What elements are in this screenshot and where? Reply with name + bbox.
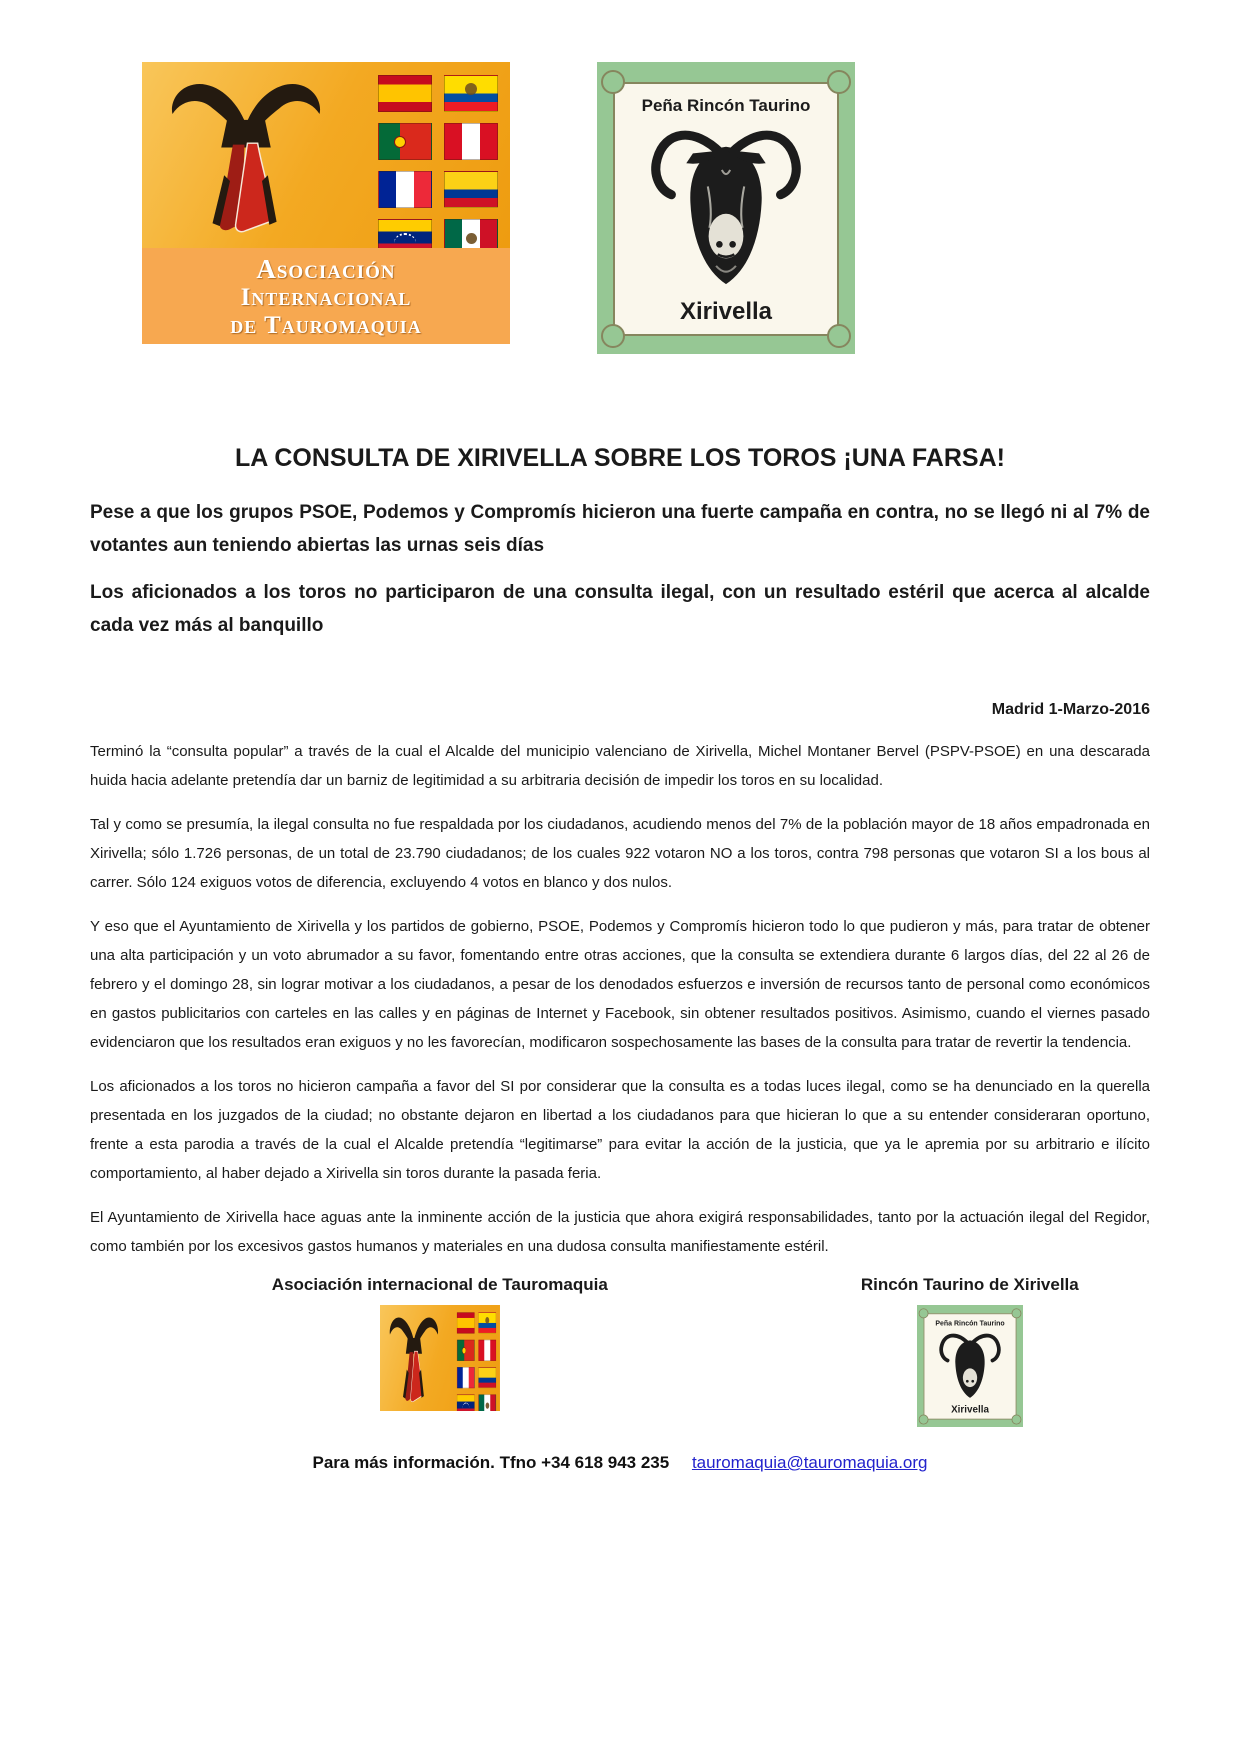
flag-mexico-icon <box>478 1394 496 1411</box>
body-paragraph-2: Tal y como se presumía, la ilegal consulta no fue respaldada por los ciudadanos, acudiendo menos del 7% de la población mayor de 18 años empadronada en Xirivella; sólo 1.726 personas, de un total de 23.790 ciudadanos; de los cuales 922 votaron NO a los toros, contra 798 personas que votaron SI a los bous al carrer. Sólo 124 exiguos votos de diferencia, excluyendo 4 votos en blanco y dos nulos. <box>90 816 1150 891</box>
flag-mexico-icon <box>444 219 498 248</box>
ait-band-line1: Asociación <box>256 254 396 284</box>
header <box>0 0 1240 362</box>
prt-logo-panel <box>613 82 839 336</box>
prt-logo-city: Xirivella <box>679 298 773 325</box>
lede-paragraph-1: Pese a que los grupos PSOE, Podemos y Compromís hicieron una fuerte campaña en contra, no se llegó ni al 7% de votantes aun teniendo abiertas las urnas seis días <box>90 502 1150 556</box>
signatures-row <box>90 1275 1150 1295</box>
ait-logo-small <box>380 1305 500 1411</box>
ait-band-line2: Internacional <box>240 284 412 311</box>
flag-colombia-icon <box>478 1367 496 1388</box>
flag-spain-icon <box>378 75 432 112</box>
footer-logos-row <box>90 1305 1150 1427</box>
flag-spain-icon <box>457 1312 475 1333</box>
footer-info-text: Para más información. Tfno +34 618 943 235 <box>312 1453 670 1472</box>
flag-portugal-icon <box>457 1340 475 1361</box>
ait-band-line3: de Tauromaquia <box>230 312 422 339</box>
footer-contact <box>90 1453 1150 1473</box>
ait-logo <box>142 62 510 344</box>
flag-france-icon <box>378 171 432 208</box>
bull-cape-icon <box>380 1305 448 1411</box>
flag-peru-icon <box>444 123 498 160</box>
ait-logo-band <box>142 248 510 344</box>
body-paragraph-5: El Ayuntamiento de Xirivella hace aguas ante la inminente acción de la justicia que ahora exigirá responsabilidades, tanto por la actuación ilegal del Regidor, como también por los excesivos gastos humanos y materiales en una dudosa consulta manifiestamente estéril. <box>90 1209 1150 1255</box>
bull-head-icon <box>615 112 837 294</box>
flag-ecuador-icon <box>444 75 498 112</box>
bull-head-icon <box>924 1326 1015 1402</box>
ait-logo-artwork <box>142 62 510 248</box>
signature-left: Asociación internacional de Tauromaquia <box>271 1275 608 1294</box>
flag-peru-icon <box>478 1340 496 1361</box>
headline: LA CONSULTA DE XIRIVELLA SOBRE LOS TOROS ¡UNA FARSA! <box>235 444 1005 472</box>
prt-logo-small: Peña Rincón Taurino Xirivella <box>917 1305 1023 1427</box>
bull-cape-icon <box>142 62 350 248</box>
flag-ecuador-icon <box>478 1312 496 1333</box>
prt-logo <box>597 62 855 354</box>
flag-venezuela-icon <box>378 219 432 248</box>
lede-paragraph-2: Los aficionados a los toros no participaron de una consulta ilegal, con un resultado estéril que acerca al alcalde cada vez más al banquillo <box>90 582 1150 636</box>
body-paragraph-4: Los aficionados a los toros no hicieron campaña a favor del SI por considerar que la consulta es a todas luces ilegal, como se ha denunciado en la querella presentada en los juzgados de la ciudad; no obstante dejaron en libertad a los ciudadanos para que hicieran lo que a su entender consideraran oportuno, frente a esta parodia a través de la cual el Alcalde pretendía “legitimarse” para evitar la acción de la justicia, que ya le apremia por su arbitrario e ilícito comportamiento, al haber dejado a Xirivella sin toros durante la pasada feria. <box>90 1078 1150 1182</box>
dateline: Madrid 1-Marzo-2016 <box>991 701 1150 718</box>
signature-right: Rincón Taurino de Xirivella <box>860 1275 1079 1294</box>
flag-portugal-icon <box>378 123 432 160</box>
body-paragraph-1: Terminó la “consulta popular” a través de la cual el Alcalde del municipio valenciano de Xirivella, Michel Montaner Bervel (PSPV-PSOE) en una descarada huida hacia adelante pretendía dar un barniz de legitimidad a su arbitraria decisión de impedir los toros en su localidad. <box>90 743 1150 789</box>
flag-france-icon <box>457 1367 475 1388</box>
footer-email-link[interactable]: tauromaquia@tauromaquia.org <box>691 1453 928 1472</box>
flag-colombia-icon <box>444 171 498 208</box>
flag-venezuela-icon <box>457 1394 475 1411</box>
body-paragraph-3: Y eso que el Ayuntamiento de Xirivella y los partidos de gobierno, PSOE, Podemos y Compromís hicieron todo lo que pudieron y más, para tratar de obtener una alta participación y un voto abrumador a su favor, fomentando entre otras acciones, que la consulta se extendiera durante 6 largos días, del 22 al 26 de febrero y el domingo 28, sin lograr motivar a los ciudadanos, a pesar de los denodados esfuerzos e inversión de recursos tanto de personal como económicos en gastos publicitarios con carteles en las calles y en páginas de Internet y Facebook, sin obtener resultados positivos. Asimismo, cuando el viernes pasado evidenciaron que los resultados eran exiguos y no les favorecían, modificaron sospechosamente las bases de la consulta para tratar de revertir la tendencia. <box>90 918 1150 1051</box>
prt-logo-title: Peña Rincón Taurino <box>641 96 811 115</box>
flags-grid <box>350 62 510 248</box>
